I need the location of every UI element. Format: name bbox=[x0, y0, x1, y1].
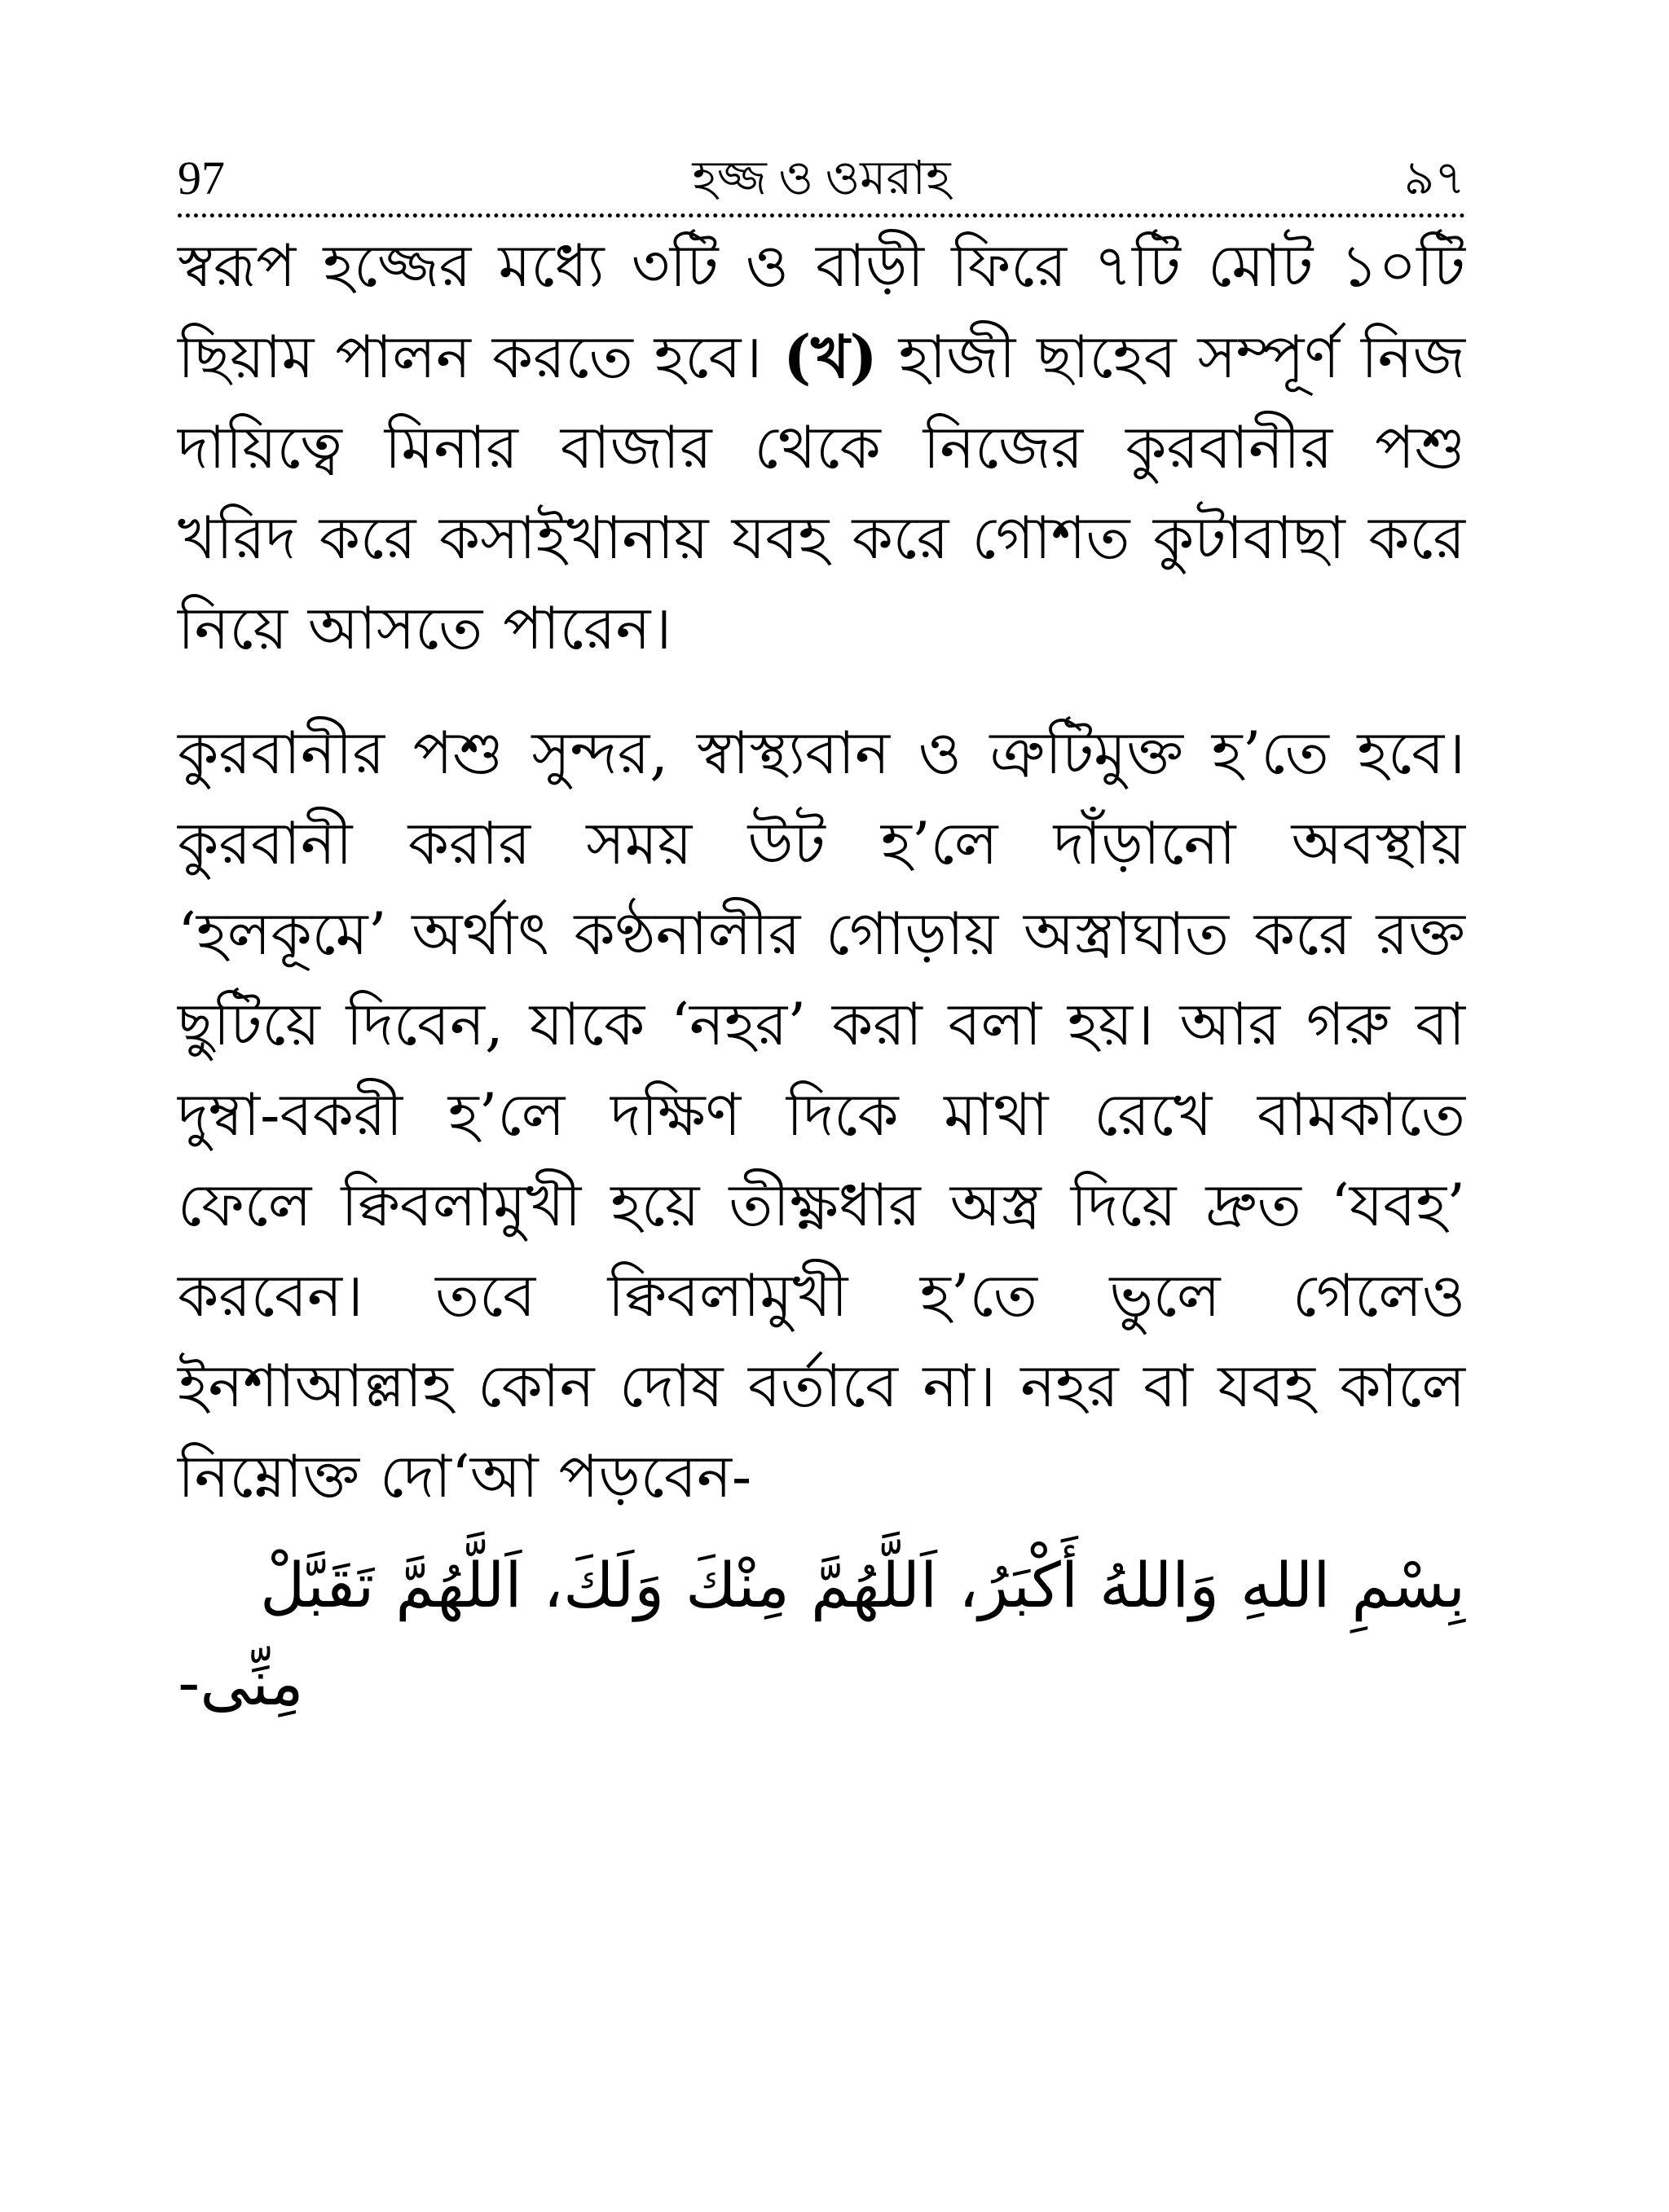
paragraph-1 bbox=[178, 221, 1465, 674]
paragraph-1-text-b: হাজী ছাহেব সম্পূর্ণ নিজ দায়িত্বে মিনার বাজার থেকে নিজের কুরবানীর পশু খরিদ করে কসাইখানায় যবহ করে গোশত কুটাবাছা করে নিয়ে আসতে পারেন। bbox=[178, 323, 1466, 662]
running-title: হজ্জ ও ওমরাহ bbox=[692, 152, 951, 204]
page-number-bengali: ৯৭ bbox=[1403, 152, 1465, 204]
paragraph-1-text-a: স্বরূপ হজ্জের মধ্যে ৩টি ও বাড়ী ফিরে ৭টি মোট ১০টি ছিয়াম পালন করতে হবে। bbox=[178, 231, 1465, 391]
page-number-latin: 97 bbox=[178, 152, 225, 204]
paragraph-1-marker: (খ) bbox=[783, 322, 878, 391]
arabic-dua: بِسْمِ اللهِ وَاللهُ أَكْبَرُ، اَللَّهُمَّ مِنْكَ وَلَكَ، اَللَّهُمَّ تَقَبَّلْ مِنِّى- bbox=[178, 1549, 1465, 1719]
page-header bbox=[178, 147, 1465, 210]
dotted-divider bbox=[178, 213, 1465, 218]
book-page bbox=[178, 147, 1465, 1732]
paragraph-2: কুরবানীর পশু সুন্দর, স্বাস্থ্যবান ও ত্রুটিমুক্ত হ’তে হবে। কুরবানী করার সময় উট হ’লে দাঁড়ানো অবস্থায় ‘হলকূমে’ অর্থাৎ কণ্ঠনালীর গোড়ায় অস্ত্রাঘাত করে রক্ত ছুটিয়ে দিবেন, যাকে ‘নহর’ করা বলা হয়। আর গরু বা দুম্বা-বকরী হ’লে দক্ষিণ দিকে মাথা রেখে বামকাতে ফেলে ক্বিবলামুখী হয়ে তীক্ষ্ণধার অস্ত্র দিয়ে দ্রুত ‘যবহ’ করবেন। তবে ক্বিবলামুখী হ’তে ভুলে গেলেও ইনশাআল্লাহ কোন দোষ বর্তাবে না। নহর বা যবহ কালে নিম্নোক্ত দো‘আ পড়বেন- bbox=[178, 719, 1465, 1511]
